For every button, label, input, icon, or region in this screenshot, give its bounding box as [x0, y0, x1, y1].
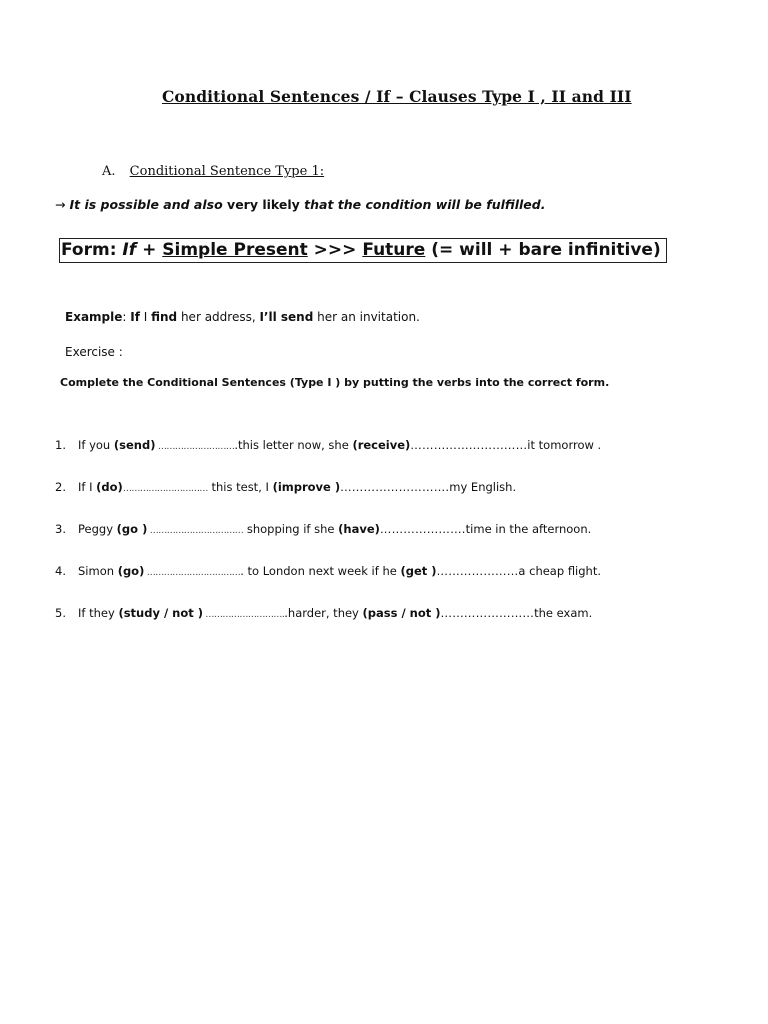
item-text: If you — [78, 438, 114, 452]
item-text: a cheap flight. — [518, 564, 602, 578]
example-sentence — [65, 310, 420, 324]
answer-blank[interactable]: ………………… — [436, 564, 519, 578]
item-text: time in the afternoon. — [465, 522, 592, 536]
answer-blank[interactable]: ……………………… — [155, 442, 235, 452]
example-if: If — [130, 310, 140, 324]
item-text: . to London next week if he — [240, 564, 401, 578]
verb-prompt: (do) — [96, 480, 123, 494]
exercise-item-4 — [55, 564, 601, 606]
answer-blank[interactable]: ………………………… — [122, 484, 208, 494]
answer-blank[interactable]: …………………… — [440, 606, 535, 620]
verb-prompt: (pass / not ) — [362, 606, 441, 620]
form-arrows: >>> — [307, 240, 363, 260]
example-t3: her an invitation. — [313, 310, 420, 324]
exercise-item-1 — [55, 438, 601, 480]
item-number: 3. — [55, 522, 66, 536]
exercise-item-3 — [55, 522, 601, 564]
answer-blank[interactable]: …………………………… — [147, 526, 244, 536]
desc-part-3: that the condition will be fulfilled. — [304, 197, 546, 212]
verb-prompt: (get ) — [400, 564, 437, 578]
form-if: If — [122, 240, 137, 260]
form-plus: + — [136, 240, 163, 260]
item-text: the exam. — [534, 606, 593, 620]
item-text: my English. — [449, 480, 517, 494]
answer-blank[interactable]: ………………………… — [410, 438, 528, 452]
exercise-item-2 — [55, 480, 601, 522]
verb-prompt: (improve ) — [272, 480, 341, 494]
answer-blank[interactable]: …………………………… — [144, 568, 241, 578]
item-number: 4. — [55, 564, 66, 578]
item-text: shopping if she — [243, 522, 339, 536]
section-name: Conditional Sentence Type 1: — [129, 164, 325, 179]
item-text: .this letter now, she — [234, 438, 353, 452]
verb-prompt: (go ) — [116, 522, 148, 536]
example-sep: : — [122, 310, 131, 324]
item-number: 5. — [55, 606, 66, 620]
section-letter: A. — [102, 164, 116, 179]
example-t2: her address, — [177, 310, 260, 324]
verb-prompt: (go) — [117, 564, 145, 578]
arrow-icon: → — [55, 197, 66, 212]
verb-prompt: (receive) — [352, 438, 411, 452]
form-future: Future — [362, 240, 426, 260]
exercise-instruction: Complete the Conditional Sentences (Type I ) by putting the verbs into the correct form. — [60, 376, 610, 389]
answer-blank[interactable]: ………………………. — [340, 480, 450, 494]
verb-prompt: (send) — [113, 438, 156, 452]
exercise-list — [55, 438, 601, 648]
form-prefix: Form: — [61, 240, 123, 260]
item-text: If I — [78, 480, 97, 494]
item-text: Peggy — [78, 522, 117, 536]
item-number: 2. — [55, 480, 66, 494]
section-heading — [102, 164, 324, 179]
item-text: this test, I — [207, 480, 273, 494]
verb-prompt: (study / not ) — [118, 606, 204, 620]
document-title: Conditional Sentences / If – Clauses Type I , II and III — [162, 87, 632, 106]
form-suffix: (= will + bare infinitive) — [425, 240, 661, 260]
answer-blank[interactable]: …………………. — [379, 522, 466, 536]
verb-prompt: (have) — [338, 522, 380, 536]
rule-description — [55, 197, 545, 212]
item-text: .harder, they — [284, 606, 363, 620]
form-box — [59, 238, 667, 263]
example-t1: I — [139, 310, 152, 324]
item-number: 1. — [55, 438, 66, 452]
exercise-label: Exercise : — [65, 345, 123, 359]
desc-part-2: very likely — [227, 197, 305, 212]
desc-part-1: It is possible and also — [69, 197, 228, 212]
item-text: it tomorrow . — [527, 438, 602, 452]
example-find: find — [151, 310, 178, 324]
item-text: Simon — [78, 564, 118, 578]
example-label: Example — [65, 310, 123, 324]
item-text: If they — [78, 606, 119, 620]
form-simple-present: Simple Present — [162, 240, 308, 260]
answer-blank[interactable]: ………………………. — [203, 610, 285, 620]
exercise-item-5 — [55, 606, 601, 648]
example-ill-send: I’ll send — [259, 310, 314, 324]
